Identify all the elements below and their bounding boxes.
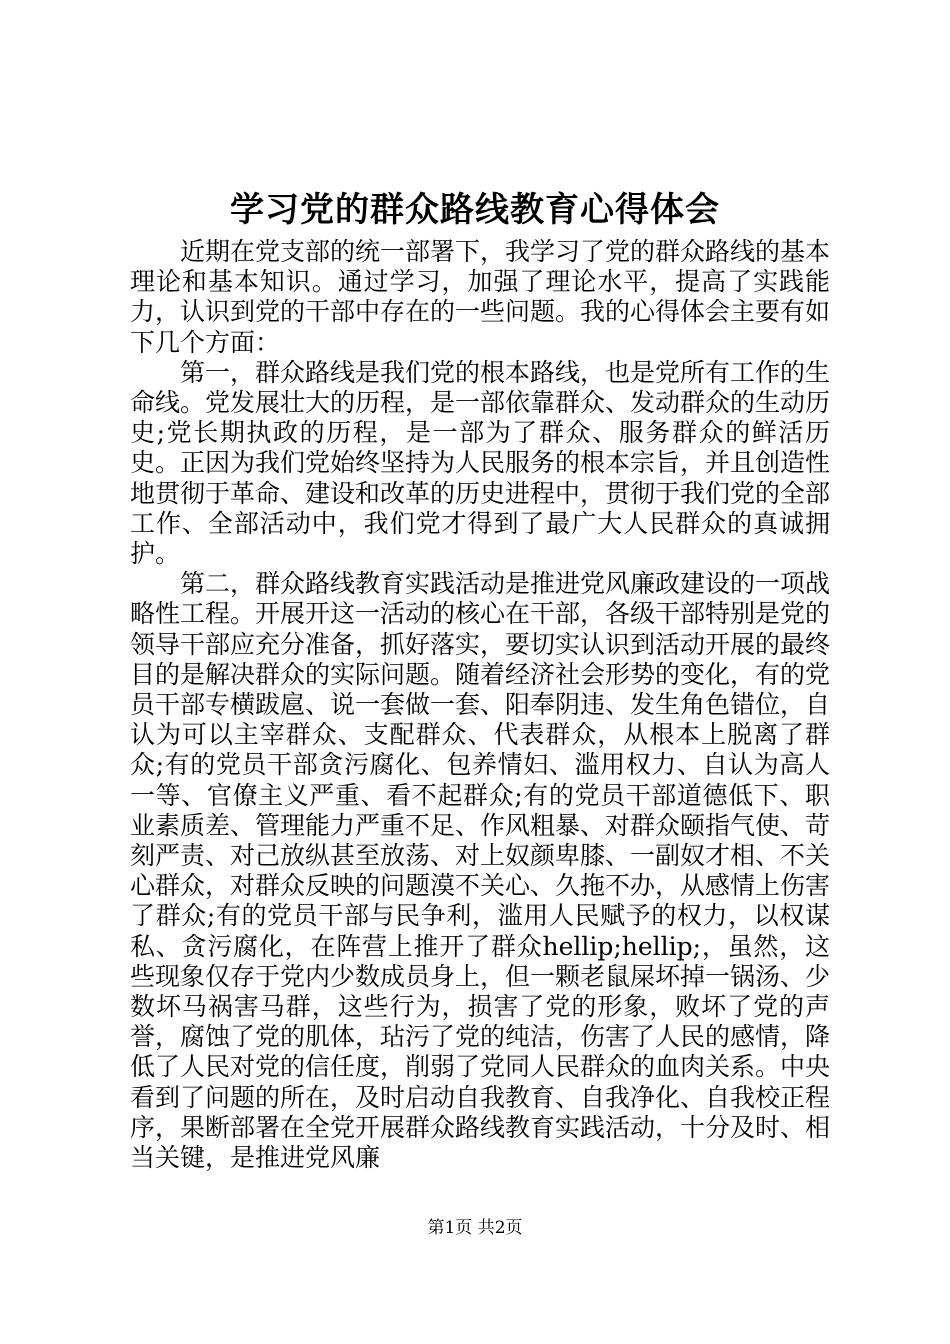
- document-title: 学习党的群众路线教育心得体会: [230, 190, 720, 230]
- paragraph-first-point: 第一，群众路线是我们党的根本路线，也是党所有工作的生命线。党发展壮大的历程，是一部依靠群众、发动群众的生动历史;党长期执政的历程，是一部为了群众、服务群众的鲜活历史。正因为我们党始终坚持为人民服务的根本宗旨，并且创造性地贯彻于革命、建设和改革的历史进程中，贯彻于我们党的全部工作、全部活动中，我们党才得到了最广大人民群众的真诚拥护。: [130, 357, 831, 569]
- page-number-footer: 第1页 共2页: [427, 1218, 523, 1238]
- document-body: [130, 237, 830, 1173]
- paragraph-second-point: 第二，群众路线教育实践活动是推进党风廉政建设的一项战略性工程。开展开这一活动的核心在干部，各级干部特别是党的领导干部应充分准备，抓好落实，要切实认识到活动开展的最终目的是解决群众的实际问题。随着经济社会形势的变化，有的党员干部专横跋扈、说一套做一套、阳奉阴违、发生角色错位，自认为可以主宰群众、支配群众、代表群众，从根本上脱离了群众;有的党员干部贪污腐化、包养情妇、滥用权力、自认为高人一等、官僚主义严重、看不起群众;有的党员干部道德低下、职业素质差、管理能力严重不足、作风粗暴、对群众颐指气使、苛刻严责、对己放纵甚至放荡、对上奴颜卑膝、一副奴才相、不关心群众，对群众反映的问题漠不关心、久拖不办，从感情上伤害了群众;有的党员干部与民争利，滥用人民赋予的权力，以权谋私、贪污腐化，在阵营上推开了群众hellip;hellip;，虽然，这些现象仅存于党内少数成员身上，但一颗老鼠屎坏掉一锅汤、少数坏马祸害马群，这些行为，损害了党的形象，败坏了党的声誉，腐蚀了党的肌体，玷污了党的纯洁，伤害了人民的感情，降低了人民对党的信任度，削弱了党同人民群众的血肉关系。中央看到了问题的所在，及时启动自我教育、自我净化、自我校正程序，果断部署在全党开展群众路线教育实践活动，十分及时、相当关键，是推进党风廉: [130, 569, 831, 1173]
- paragraph-intro: 近期在党支部的统一部署下，我学习了党的群众路线的基本理论和基本知识。通过学习，加强了理论水平，提高了实践能力，认识到党的干部中存在的一些问题。我的心得体会主要有如下几个方面：: [130, 237, 831, 357]
